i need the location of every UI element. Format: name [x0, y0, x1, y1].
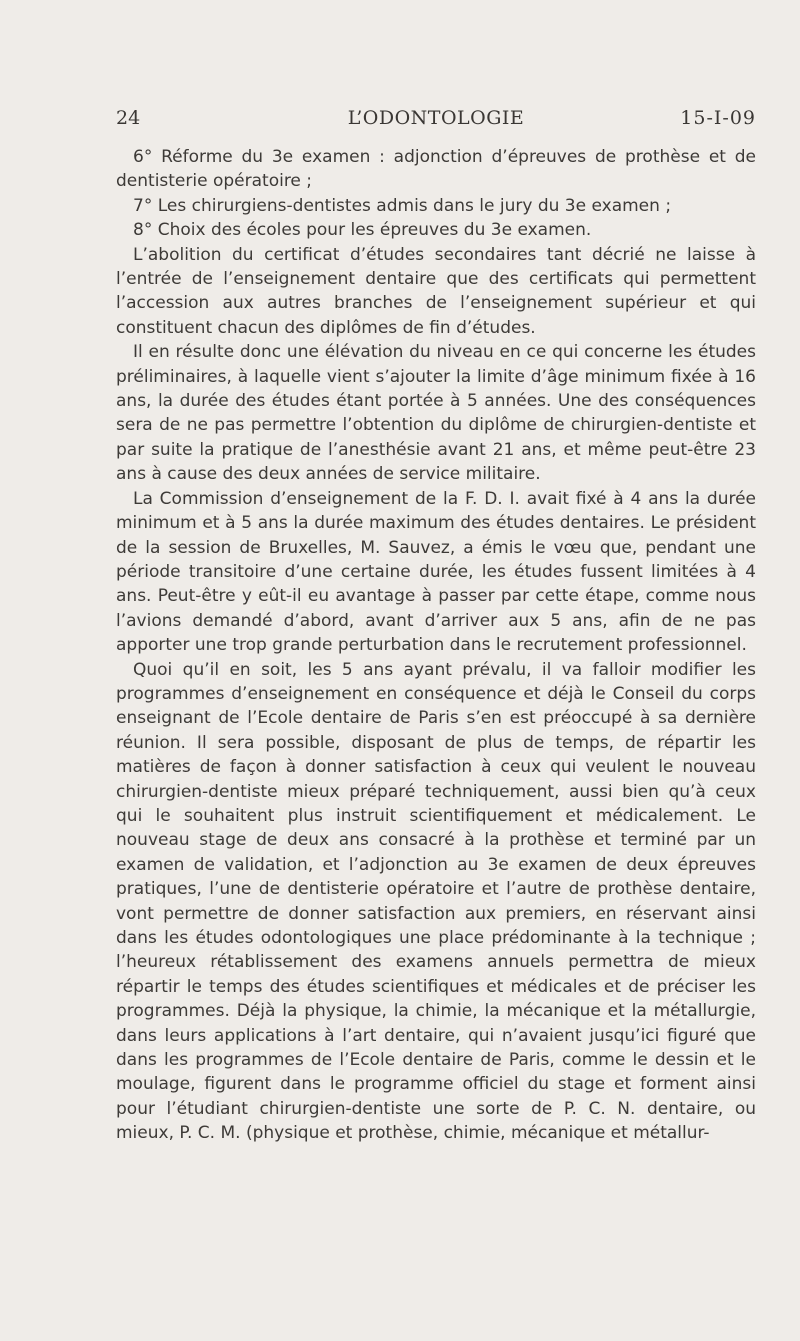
paragraph-commission: La Commission d’enseignement de la F. D. I. avait fixé à 4 ans la durée minimum et à 5 ans la durée maximum des études dentaires. Le président de la session de Bruxelles, M. Sauvez, a émis le vœu que, pendant une période transitoire d’une certaine durée, les études fussent limitées à 4 ans. Peut-être y eût-il eu avantage à passer par cette étape, comme nous l’avions demandé d’abord, avant d’arriver aux 5 ans, afin de ne pas apporter une trop grande perturbation dans le recrutement professionnel. [116, 488, 756, 656]
issue-date: 15-I-09 [680, 107, 756, 129]
running-header [116, 107, 756, 133]
journal-title: L’ODONTOLOGIE [347, 107, 525, 129]
paragraph-item-8: 8° Choix des écoles pour les épreuves du 3e examen. [133, 220, 592, 241]
article-body [116, 145, 756, 1146]
paragraph-item-6: 6° Réforme du 3e examen : adjonction d’épreuves de prothèse et de dentisterie opératoire ; [116, 147, 756, 192]
paragraph-abolition: L’abolition du certificat d’études secondaires tant décrié ne laisse à l’entrée de l’enseignement dentaire que des certificats qui permettent l’accession aux autres branches de l’enseignement supérieur et qui constituent chacun des diplômes de fin d’études. [116, 244, 756, 338]
paragraph-item-7: 7° Les chirurgiens-dentistes admis dans le jury du 3e examen ; [133, 195, 672, 216]
paragraph-elevation: Il en résulte donc une élévation du niveau en ce qui concerne les études préliminaires, à laquelle vient s’ajouter la limite d’âge minimum fixée à 16 ans, la durée des études étant portée à 5 années. Une des conséquences sera de ne pas permettre l’obtention du diplôme de chirurgien-dentiste et par suite la pratique de l’anesthésie avant 21 ans, et même peut-être 23 ans à cause des deux années de service militaire. [116, 342, 756, 485]
paragraph-programmes: Quoi qu’il en soit, les 5 ans ayant prévalu, il va falloir modifier les programmes d’enseignement en conséquence et déjà le Conseil du corps enseignant de l’Ecole dentaire de Paris s’en est préoccupé à sa dernière réunion. Il sera possible, disposant de plus de temps, de répartir les matières de façon à donner satisfaction à ceux qui veulent le nouveau chirurgien-dentiste mieux préparé techniquement, aussi bien qu’à ceux qui le souhaitent plus instruit scientifiquement et médicalement. Le nouveau stage de deux ans consacré à la prothèse et terminé par un examen de validation, et l’adjonction au 3e examen de deux épreuves pratiques, l’une de dentisterie opératoire et l’autre de prothèse dentaire, vont permettre de donner satisfaction aux premiers, en réservant ainsi dans les études odontologiques une place prédominante à la technique ; l’heureux rétablissement des examens annuels permettra de mieux répartir le temps des études scientifiques et médicales et de préciser les programmes. Déjà la physique, la chimie, la mécanique et la métallurgie, dans leurs applications à l’art dentaire, qui n’avaient jusqu’ici figuré que dans les programmes de l’Ecole dentaire de Paris, comme le dessin et le moulage, figurent dans le programme officiel du stage et forment ainsi pour l’étudiant chirurgien-dentiste une sorte de P. C. N. dentaire, ou mieux, P. C. M. (physique et prothèse, chimie, mécanique et métallur- [116, 659, 756, 1144]
page-number: 24 [116, 107, 141, 129]
